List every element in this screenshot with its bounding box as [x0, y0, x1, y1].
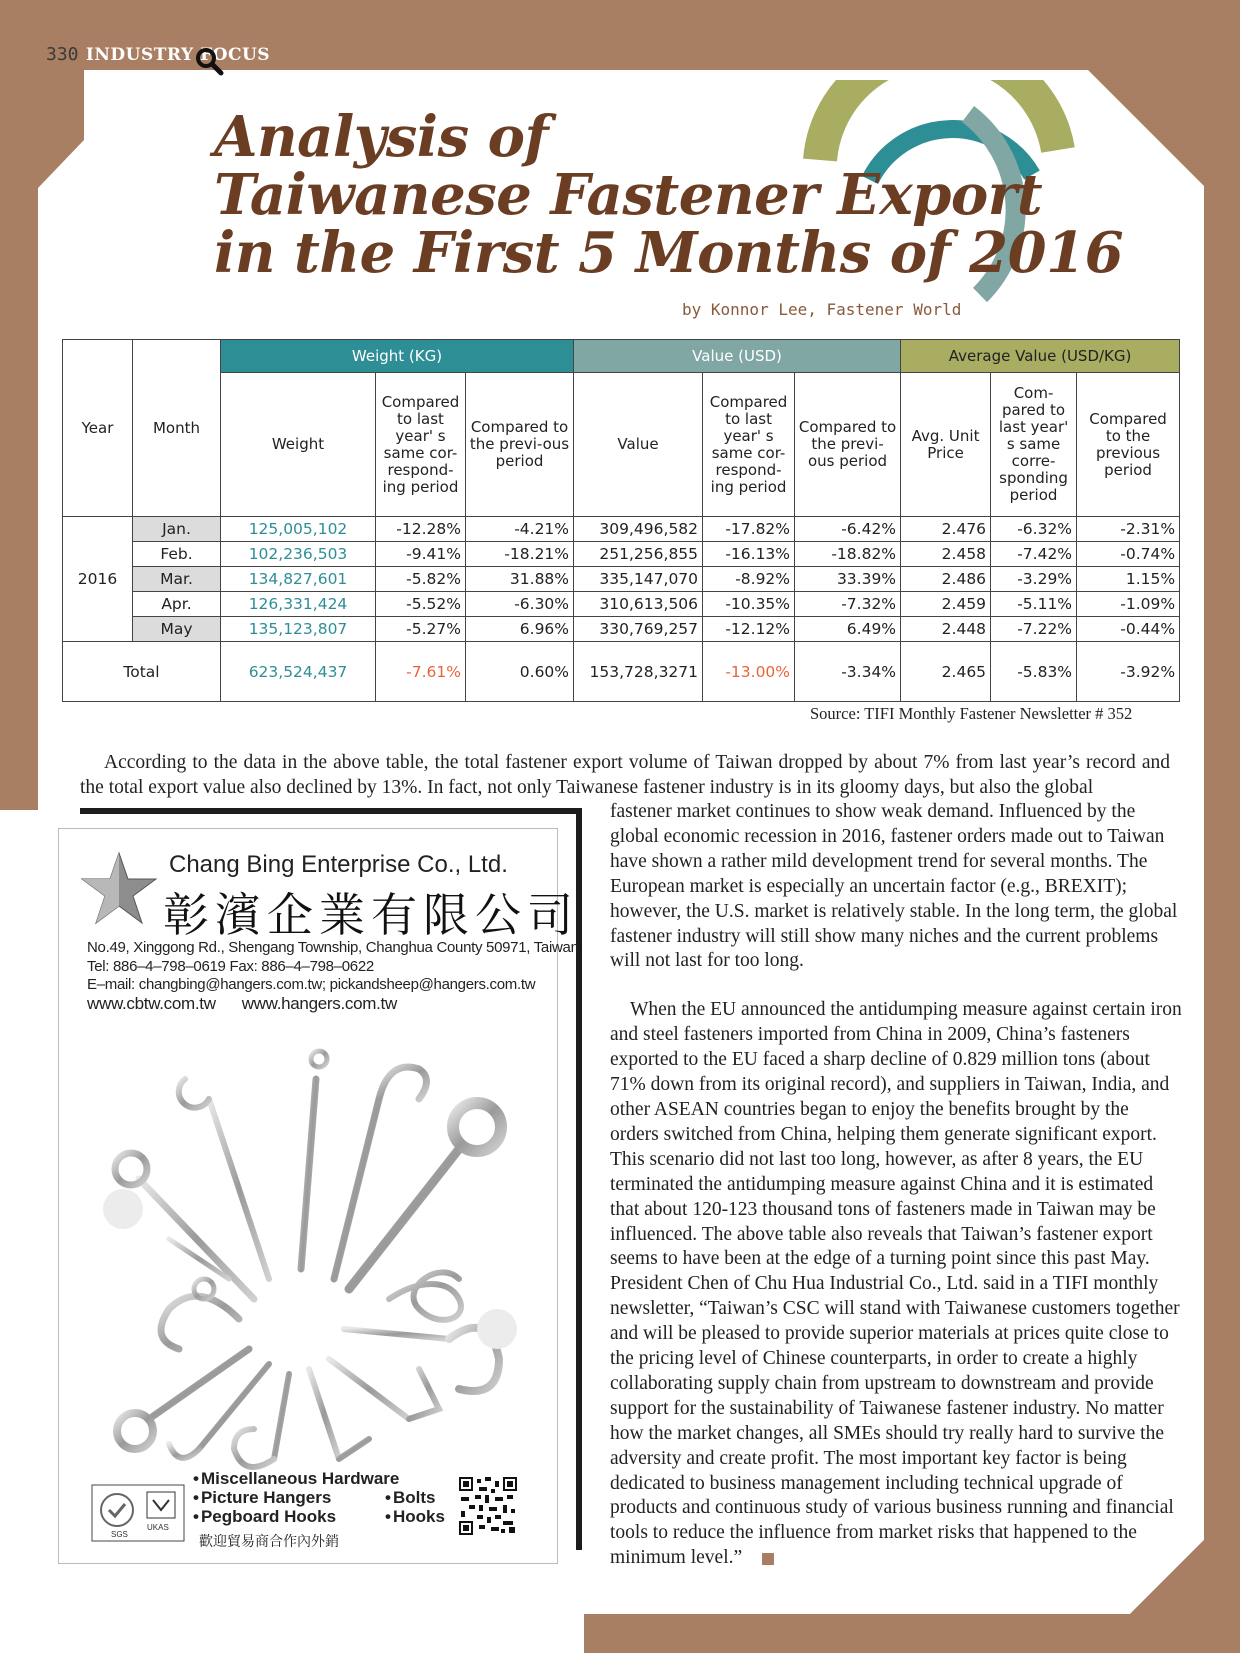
header-value: Value — [574, 373, 703, 517]
cell: 1.15% — [1077, 567, 1180, 592]
cell: -2.31% — [1077, 517, 1180, 542]
product-item: • Bolts — [385, 1488, 445, 1507]
cell: 309,496,582 — [574, 517, 703, 542]
total-v-prev: -3.34% — [795, 642, 901, 702]
cell: -0.74% — [1077, 542, 1180, 567]
group-weight: Weight (KG) — [221, 340, 574, 373]
cell: 2.459 — [901, 592, 991, 617]
ad-company-name-zh: 彰濱企業有限公司 — [163, 888, 579, 942]
header-weight: Weight — [221, 373, 376, 517]
header-a-yoy: Com-pared to last year' s same corre-sponding period — [991, 373, 1077, 517]
year-cell: 2016 — [63, 517, 133, 642]
total-value: 153,728,3271 — [574, 642, 703, 702]
month-cell: May — [133, 617, 221, 642]
header-month: Month — [133, 340, 221, 517]
header-w-prev: Compared to the previ-ous period — [466, 373, 574, 517]
cell: -7.22% — [991, 617, 1077, 642]
header-v-yoy: Compared to last year' s same cor-respond-ing period — [703, 373, 795, 517]
weight-cell: 102,236,503 — [221, 542, 376, 567]
cell: -7.32% — [795, 592, 901, 617]
page-number: 330 — [46, 44, 79, 65]
cell: -18.21% — [466, 542, 574, 567]
cell: -6.32% — [991, 517, 1077, 542]
section-label: INDUSTRY FOCUS — [85, 45, 271, 65]
cell: -8.92% — [703, 567, 795, 592]
total-v-yoy: -13.00% — [703, 642, 795, 702]
cell: -5.27% — [376, 617, 466, 642]
ad-product-list-2 — [385, 1488, 445, 1526]
ad-websites — [87, 995, 579, 1014]
cell: -6.42% — [795, 517, 901, 542]
weight-cell: 134,827,601 — [221, 567, 376, 592]
title-line-3: in the First 5 Months of 2016 — [214, 220, 1124, 286]
ad-website-2[interactable]: www.hangers.com.tw — [241, 993, 397, 1013]
total-a-prev: -3.92% — [1077, 642, 1180, 702]
cell: -7.42% — [991, 542, 1077, 567]
body-column — [610, 800, 1182, 1571]
total-w-prev: 0.60% — [466, 642, 574, 702]
ad-address: No.49, Xinggong Rd., Shengang Township, Changhua County 50971, Taiwan — [87, 939, 579, 956]
cell: 2.448 — [901, 617, 991, 642]
ad-frame-top — [80, 808, 582, 814]
cell: -5.52% — [376, 592, 466, 617]
page-header — [46, 44, 270, 65]
ad-company-name: Chang Bing Enterprise Co., Ltd. — [169, 851, 508, 878]
cell: 31.88% — [466, 567, 574, 592]
cell: 6.96% — [466, 617, 574, 642]
cert-label-ukas: UKAS — [147, 1523, 169, 1532]
magnifier-icon — [194, 46, 224, 76]
header-w-yoy: Compared to last year' s same cor-respond-ing period — [376, 373, 466, 517]
cell: -16.13% — [703, 542, 795, 567]
product-item: • Miscellaneous Hardware — [193, 1469, 399, 1488]
cert-label-sgs: SGS — [111, 1530, 128, 1539]
weight-cell: 135,123,807 — [221, 617, 376, 642]
total-label: Total — [63, 642, 221, 702]
cell: 6.49% — [795, 617, 901, 642]
ad-website-1[interactable]: www.cbtw.com.tw — [87, 993, 216, 1013]
cell: -4.21% — [466, 517, 574, 542]
ad-email[interactable]: E–mail: changbing@hangers.com.tw; pickandsheep@hangers.com.tw — [87, 976, 536, 993]
cell: 2.476 — [901, 517, 991, 542]
intro-text: According to the data in the above table, the total fastener export volume of Taiwan dropped by about 7% from last year’s record and the total export value also declined by 13%. In fact, not only Taiwanese fastener industry is in its gloomy days, but also the global — [80, 752, 1170, 798]
intro-paragraph — [80, 750, 1170, 800]
total-w-yoy: -7.61% — [376, 642, 466, 702]
header-avg-price: Avg. Unit Price — [901, 373, 991, 517]
cell: -12.12% — [703, 617, 795, 642]
table-row — [63, 567, 1180, 592]
header-a-prev: Compared to the previous period — [1077, 373, 1180, 517]
cell: -3.29% — [991, 567, 1077, 592]
cell: -5.11% — [991, 592, 1077, 617]
paragraph-2 — [610, 998, 1182, 1571]
cell: -0.44% — [1077, 617, 1180, 642]
product-item: • Hooks — [385, 1507, 445, 1526]
cell: -18.82% — [795, 542, 901, 567]
month-cell: Feb. — [133, 542, 221, 567]
table-row — [63, 517, 1180, 542]
article-title — [214, 104, 1124, 286]
table-row — [63, 592, 1180, 617]
cell: 33.39% — [795, 567, 901, 592]
total-weight: 623,524,437 — [221, 642, 376, 702]
weight-cell: 125,005,102 — [221, 517, 376, 542]
total-row — [63, 642, 1180, 702]
paragraph-1: fastener market continues to show weak demand. Influenced by the global economic recession in 2016, fastener orders made out to Taiwan have shown a rather mild development trend for several months. The European market is especially an uncertain factor (e.g., BREXIT); however, the U.S. market is relatively stable. In the long term, the global fastener industry will still show many niches and the current problems will not last for too long. — [610, 801, 1178, 972]
cell: 330,769,257 — [574, 617, 703, 642]
byline: by Konnor Lee, Fastener World — [682, 300, 962, 319]
group-avg: Average Value (USD/KG) — [901, 340, 1180, 373]
table-row — [63, 617, 1180, 642]
cell: -5.82% — [376, 567, 466, 592]
month-cell: Jan. — [133, 517, 221, 542]
export-table — [62, 339, 1180, 702]
cell: 2.458 — [901, 542, 991, 567]
cell: -10.35% — [703, 592, 795, 617]
table-row — [63, 542, 1180, 567]
end-mark-icon — [762, 1553, 774, 1565]
header-year: Year — [63, 340, 133, 517]
cell: -17.82% — [703, 517, 795, 542]
cell: -1.09% — [1077, 592, 1180, 617]
ad-contact — [87, 939, 579, 1013]
cell: -9.41% — [376, 542, 466, 567]
title-line-2: Taiwanese Fastener Export — [214, 162, 1043, 228]
total-a-yoy: -5.83% — [991, 642, 1077, 702]
cell: -6.30% — [466, 592, 574, 617]
product-item: • Pegboard Hooks — [193, 1507, 399, 1526]
month-cell: Apr. — [133, 592, 221, 617]
cell: 310,613,506 — [574, 592, 703, 617]
certification-logos-icon — [91, 1484, 185, 1542]
product-item: • Picture Hangers — [193, 1488, 399, 1507]
advertisement[interactable] — [58, 828, 579, 1564]
hooks-product-photo — [79, 1039, 541, 1489]
header-v-prev: Compared to the previ-ous period — [795, 373, 901, 517]
star-logo-icon — [81, 851, 157, 927]
ad-phone: Tel: 886–4–798–0619 Fax: 886–4–798–0622 — [87, 957, 374, 975]
table-source: Source: TIFI Monthly Fastener Newsletter # 352 — [810, 704, 1133, 723]
cell: 335,147,070 — [574, 567, 703, 592]
qr-code-icon[interactable] — [459, 1477, 517, 1535]
total-avg: 2.465 — [901, 642, 991, 702]
ad-welcome-text: 歡迎貿易商合作內外銷 — [199, 1533, 339, 1549]
title-line-1: Analysis of — [214, 104, 549, 170]
group-value: Value (USD) — [574, 340, 901, 373]
ad-product-list — [193, 1469, 399, 1526]
cell: 251,256,855 — [574, 542, 703, 567]
weight-cell: 126,331,424 — [221, 592, 376, 617]
cell: 2.486 — [901, 567, 991, 592]
paragraph-2-text: When the EU announced the antidumping measure against certain iron and steel fasteners imported from China in 2009, China’s fasteners exported to the EU faced a sharp decline of 0.829 million tons (about 71% down from its original record), and suppliers in Taiwan, India, and other ASEAN countries began to enjoy the benefits brought by the orders switched from China, helping them generate significant export. This scenario did not last too long, however, as after 8 years, the EU terminated the antidumping measure against China and it is estimated that about 120-123 thousand tons of fasteners made in Taiwan may be influenced. The above table also reveals that Taiwan’s fastener export seems to have been at the edge of a turning point since this past May. President Chen of Chu Hua Industrial Co., Ltd. said in a TIFI monthly newsletter, “Taiwan’s CSC will stand with Taiwanese customers together and will be pleased to provide superior materials at prices quite close to the pricing level of Chinese counterparts, in order to create a highly collaborating supply chain from upstream to downstream and provide support for the sustainability of Taiwanese fastener industry. No matter how the market changes, all SMEs should try really hard to survive the adversity and create profit. The most important key factor is being dedicated to business management including technical upgrade of products and continuous study of various business running and financial tools to reduce the influence from market risks that happened to the minimum level.” — [610, 999, 1182, 1569]
cell: -12.28% — [376, 517, 466, 542]
month-cell: Mar. — [133, 567, 221, 592]
